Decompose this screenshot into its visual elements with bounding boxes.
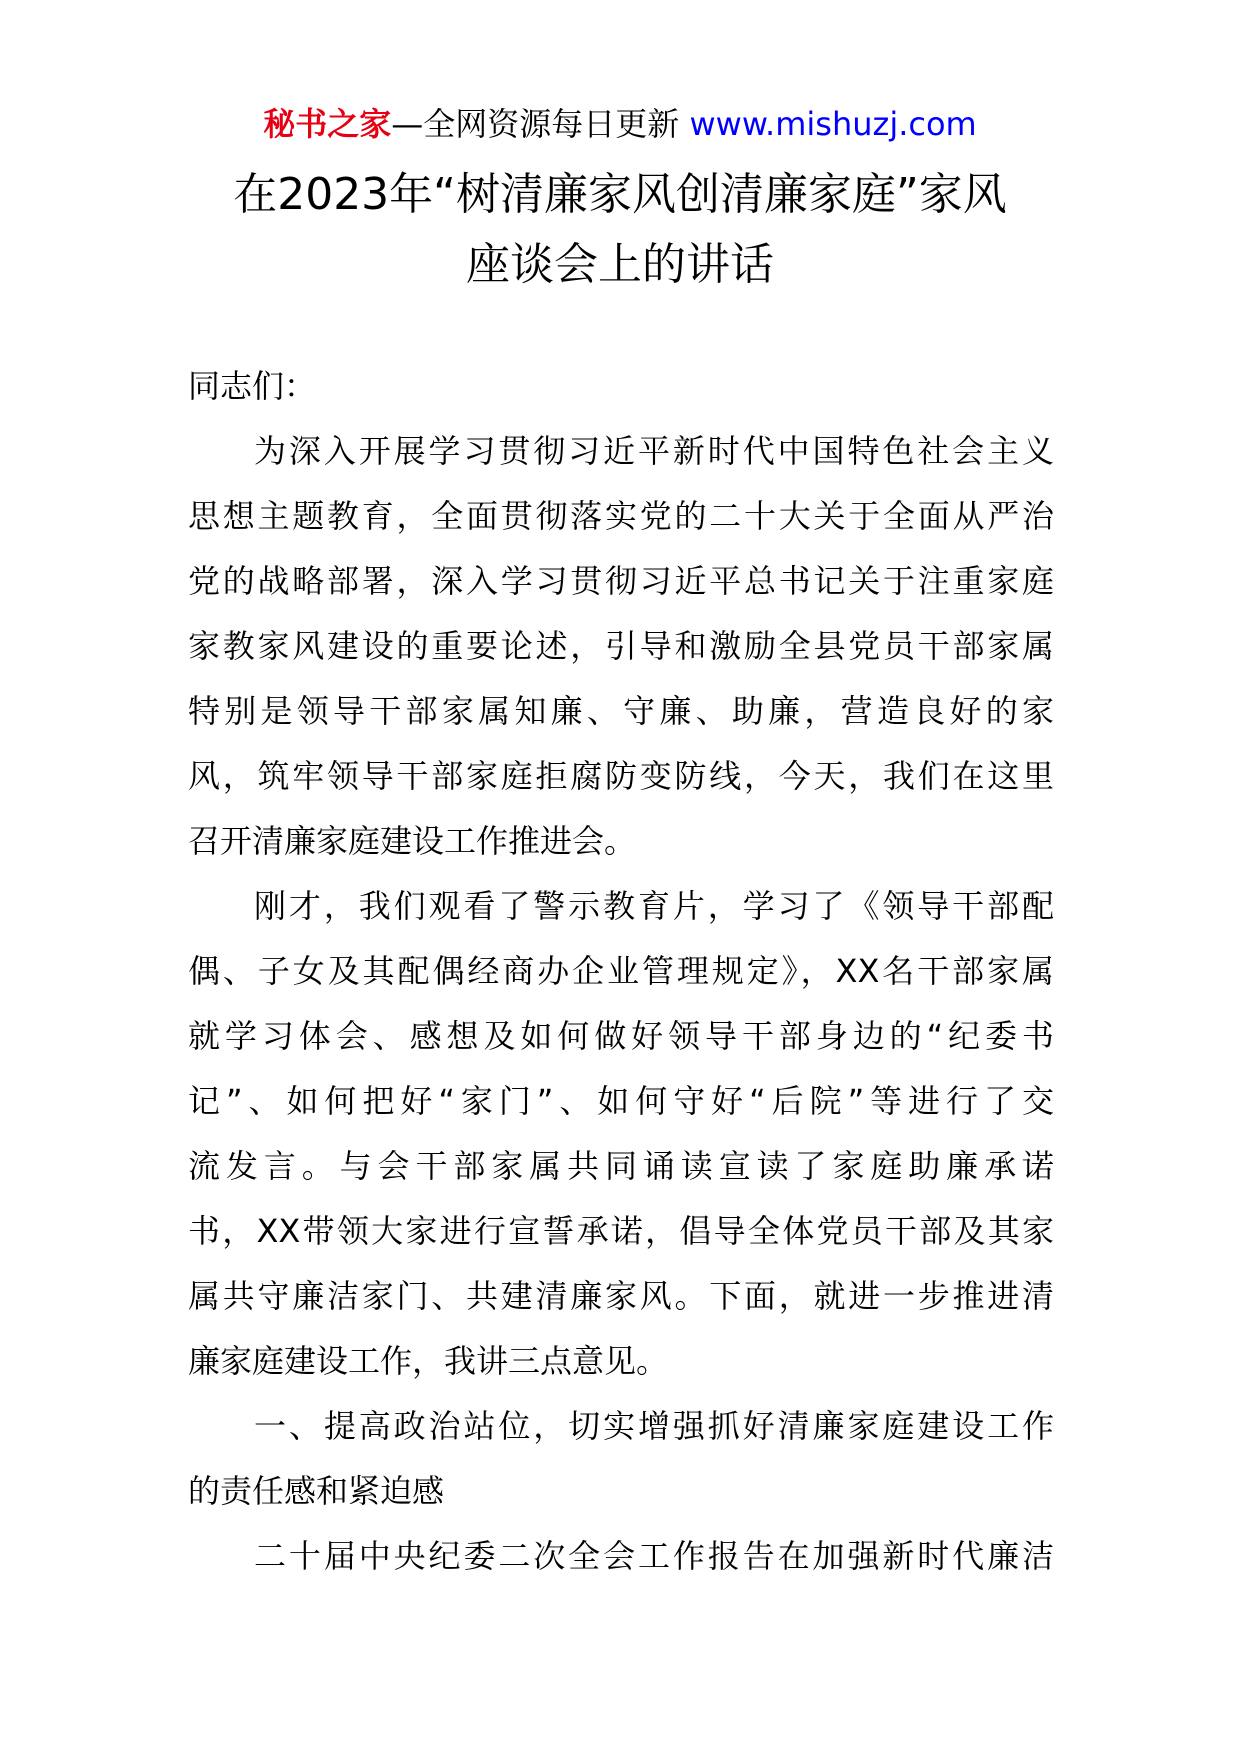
text-line: 为深入开展学习贯彻习近平新时代中国特色社会主义 [254, 432, 1054, 470]
header-tagline: —全网资源每日更新 [391, 105, 680, 143]
text-line: 召开清廉家庭建设工作推进会。 [188, 822, 637, 860]
text-line: 特别是领导干部家属知廉、守廉、助廉，营造良好的家 [188, 692, 1054, 730]
site-header [0, 102, 1240, 146]
text-line: 偶、子女及其配偶经商办企业管理规定》，XX名干部家属 [188, 952, 1054, 990]
text-line: 二十届中央纪委二次全会工作报告在加强新时代廉洁 [254, 1537, 1054, 1575]
text-line: 家教家风建设的重要论述，引导和激励全县党员干部家属 [188, 627, 1054, 665]
text-line: 思想主题教育，全面贯彻落实党的二十大关于全面从严治 [188, 497, 1054, 535]
text-line: 记”、如何把好“家门”、如何守好“后院”等进行了交 [188, 1082, 1054, 1120]
text-line: 属共守廉洁家门、共建清廉家风。下面，就进一步推进清 [188, 1277, 1054, 1315]
text-line: 风，筑牢领导干部家庭拒腐防变防线，今天，我们在这里 [188, 757, 1054, 795]
paragraph-intro [188, 419, 1054, 874]
section-heading-1 [188, 1394, 1054, 1524]
brand-name: 秘书之家 [263, 105, 392, 143]
salutation [188, 354, 1054, 419]
title-line: 座谈会上的讲话 [466, 239, 774, 290]
text-line: 党的战略部署，深入学习贯彻习近平总书记关于注重家庭 [188, 562, 1054, 600]
text-line: 流发言。与会干部家属共同诵读宣读了家庭助廉承诺 [188, 1147, 1054, 1185]
text-line: 一、提高政治站位，切实增强抓好清廉家庭建设工作 [254, 1407, 1054, 1445]
title-line: 在2023年“树清廉家风创清廉家庭”家风 [233, 169, 1007, 220]
text-line: 同志们： [188, 367, 317, 405]
document-title [160, 160, 1080, 300]
document-body [188, 354, 1054, 1589]
text-line: 就学习体会、感想及如何做好领导干部身边的“纪委书 [188, 1017, 1054, 1055]
text-line: 廉家庭建设工作，我讲三点意见。 [188, 1342, 669, 1380]
paragraph-section-1 [188, 1524, 1054, 1589]
paragraph-review [188, 874, 1054, 1394]
text-line: 书，XX带领大家进行宣誓承诺，倡导全体党员干部及其家 [188, 1212, 1054, 1250]
text-line: 的责任感和紧迫感 [188, 1472, 445, 1510]
site-url-link[interactable]: www.mishuzj.com [689, 105, 977, 143]
text-line: 刚才，我们观看了警示教育片，学习了《领导干部配 [254, 887, 1054, 925]
